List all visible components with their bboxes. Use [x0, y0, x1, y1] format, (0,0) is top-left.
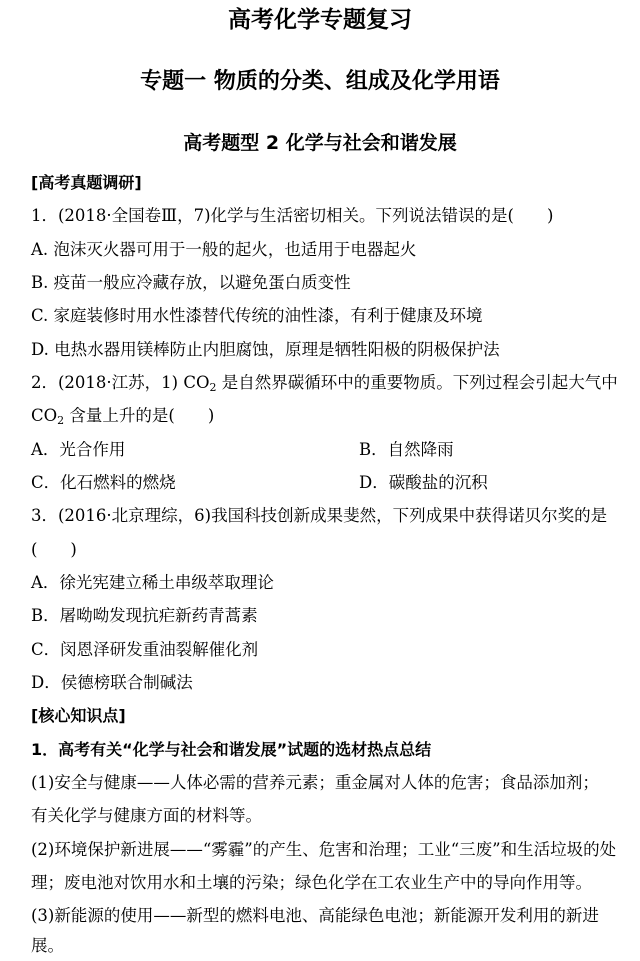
q1-option-c: C. 家庭装修时用水性漆替代传统的油性漆，有利于健康及环境	[31, 306, 483, 325]
q2-stem-text-a: 2．(2018·江苏，1) CO	[31, 373, 210, 392]
q2-option-b: B．自然降雨	[359, 440, 454, 459]
q2-stem2-text-b: 含量上升的是( )	[64, 406, 215, 425]
q2-options-row2	[31, 468, 620, 498]
section-heading-exam-research: [高考真题调研]	[31, 173, 142, 192]
q2-stem2-subscript: 2	[57, 414, 65, 427]
q1-stem: 1．(2018·全国卷Ⅲ，7)化学与生活密切相关。下列说法错误的是( )	[31, 206, 554, 225]
q3-stem-line2: ( )	[31, 540, 77, 559]
q2-stem-line2	[31, 401, 620, 431]
knowledge-p3-line2: 展。	[31, 936, 64, 955]
q2-options-row1	[31, 435, 620, 465]
topic-title: 专题一 物质的分类、组成及化学用语	[140, 69, 500, 94]
q3-option-b: B．屠呦呦发现抗疟新药青蒿素	[31, 606, 258, 625]
q2-stem-line1	[31, 368, 620, 398]
q3-option-a: A．徐光宪建立稀土串级萃取理论	[31, 573, 274, 592]
knowledge-p2-line2: 理；废电池对饮用水和土壤的污染；绿色化学在工农业生产中的导向作用等。	[31, 873, 592, 892]
section-heading-core-knowledge: [核心知识点]	[31, 706, 126, 725]
q2-option-d: D．碳酸盐的沉积	[359, 473, 488, 492]
q3-stem-line1: 3．(2016·北京理综，6)我国科技创新成果斐然，下列成果中获得诺贝尔奖的是	[31, 506, 608, 525]
knowledge-p3-line1: (3)新能源的使用——新型的燃料电池、高能绿色电池；新能源开发利用的新进	[31, 906, 599, 925]
knowledge-p2-line1: (2)环境保护新进展——“雾霾”的产生、危害和治理；工业“三废”和生活垃圾的处	[31, 840, 617, 859]
question-type-title: 高考题型 2 化学与社会和谐发展	[183, 132, 457, 154]
knowledge-p1-line1: (1)安全与健康——人体必需的营养元素；重金属对人体的危害；食品添加剂；	[31, 773, 599, 792]
q2-stem-text-b: 是自然界碳循环中的重要物质。下列过程会引起大气中	[216, 373, 618, 392]
q2-stem-subscript: 2	[209, 381, 217, 394]
q3-option-c: C．闵恩泽研发重油裂解催化剂	[31, 640, 259, 659]
q2-option-a: A．光合作用	[31, 440, 126, 459]
knowledge-point-1-title: 1．高考有关“化学与社会和谐发展”试题的选材热点总结	[31, 740, 432, 759]
q1-option-a: A. 泡沫灭火器可用于一般的起火，也适用于电器起火	[31, 240, 417, 259]
q2-stem2-text-a: CO	[31, 406, 58, 425]
knowledge-p1-line2: 有关化学与健康方面的材料等。	[31, 806, 262, 825]
q1-option-b: B. 疫苗一般应冷藏存放，以避免蛋白质变性	[31, 273, 351, 292]
q1-option-d: D. 电热水器用镁棒防止内胆腐蚀，原理是牺牲阳极的阴极保护法	[31, 340, 500, 359]
main-title: 高考化学专题复习	[228, 7, 412, 33]
q3-option-d: D．侯德榜联合制碱法	[31, 673, 193, 692]
q2-option-c: C．化石燃料的燃烧	[31, 473, 176, 492]
